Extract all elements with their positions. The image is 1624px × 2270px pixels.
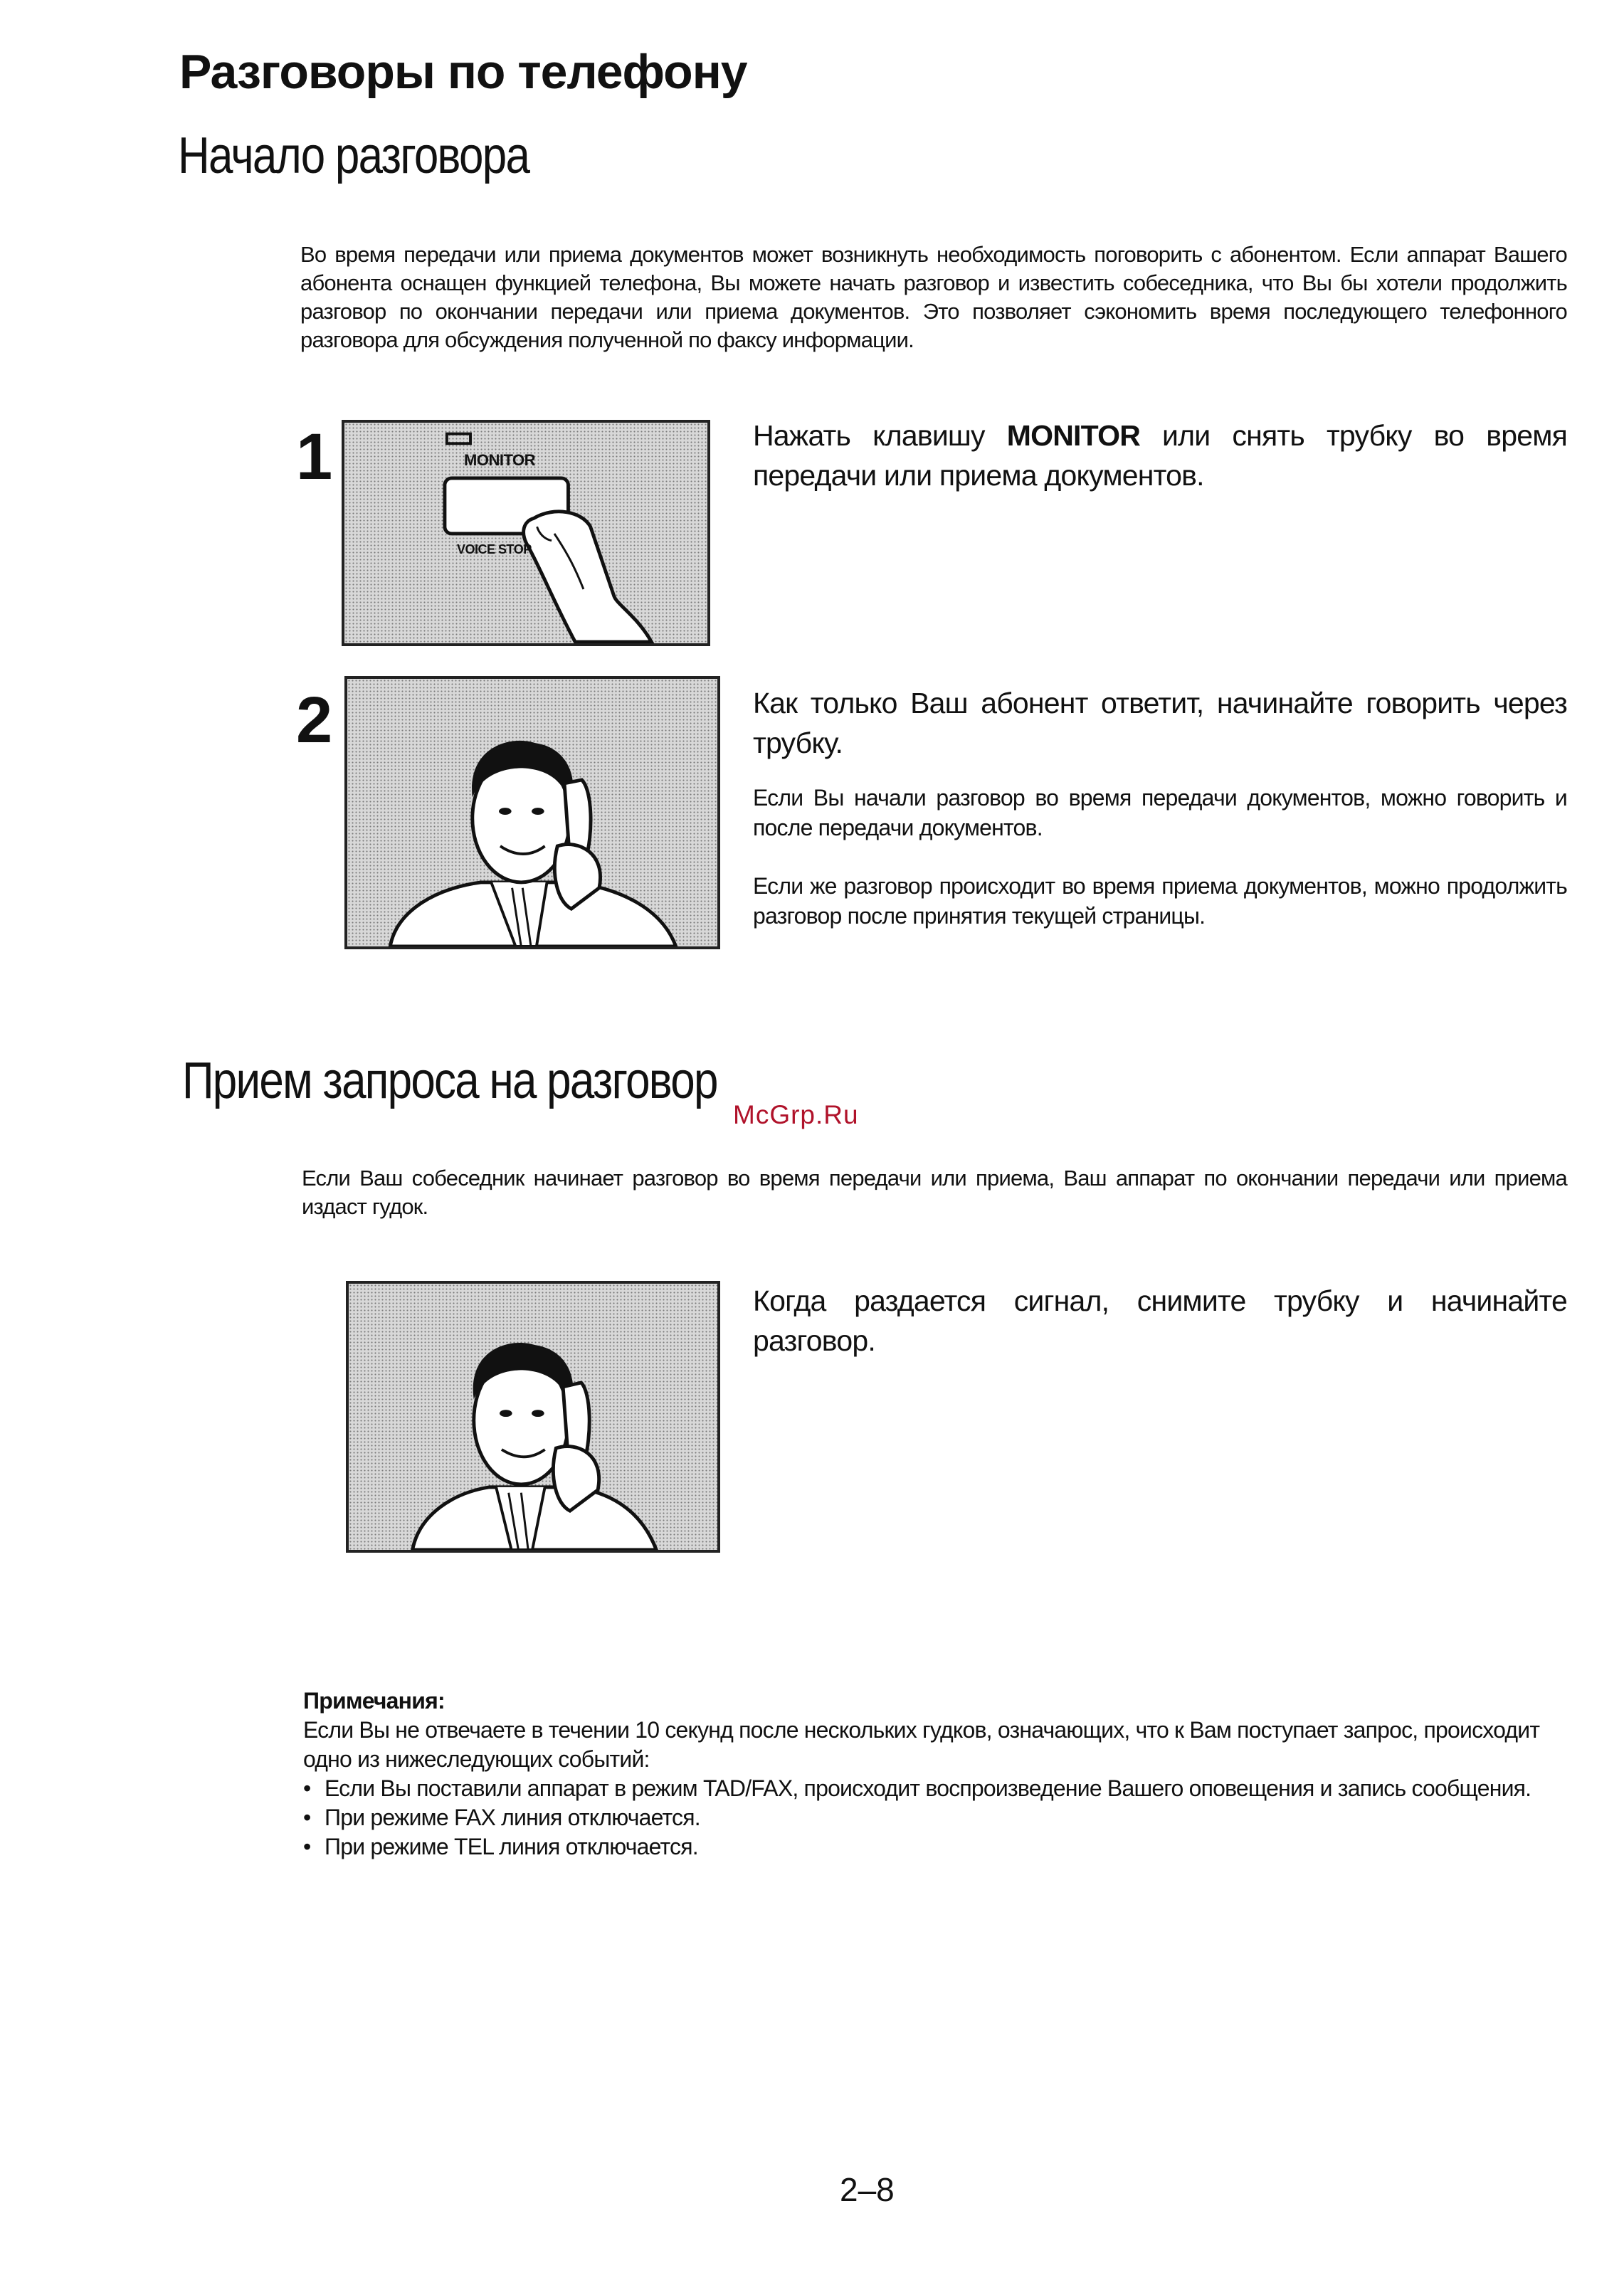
person-talking-phone-icon [349,1284,717,1550]
section-heading-call-request: Прием запроса на разговор [182,1052,717,1109]
section2-instruction: Когда раздается сигнал, снимите трубку и начинайте разговор. [753,1284,1567,1357]
panel-label-monitor: MONITOR [464,451,535,469]
notes-heading: Примечания: [303,1688,445,1714]
step-number-1: 1 [296,421,333,493]
step-number-2: 2 [296,684,333,756]
step2-note-receiving: Если же разговор происходит во время приема документов, можно продолжить разговор после принятия текущей страницы. [753,873,1567,929]
section-heading-start-call: Начало разговора [178,127,529,184]
notes-block [303,1686,1577,1862]
step2-note-sending: Если Вы начали разговор во время передачи документов, можно говорить и после передачи документов. [753,785,1567,840]
step2-instruction: Как только Ваш абонент ответит, начинайте говорить через трубку. [753,687,1567,759]
watermark: McGrp.Ru [733,1100,859,1129]
person-talking-phone-icon [347,679,717,946]
notes-item-tel: • При режиме TEL линия отключается. [303,1832,1577,1862]
step1-text-after: или снять трубку во время передачи или приема документов. [753,419,1567,492]
monitor-key-illustration [342,420,710,646]
panel-label-voice-stop: VOICE STOP [457,542,532,556]
page-number: 2–8 [840,2171,895,2208]
step1-instruction [753,416,1567,495]
page-title: Разговоры по телефону [179,45,747,99]
man-on-phone-illustration-1 [344,676,720,949]
step1-key-name: MONITOR [1006,419,1141,452]
notes-item-tad-fax: • Если Вы поставили аппарат в режим TAD/FAX, происходит воспроизведение Вашего оповещения и запись сообщения. [303,1774,1577,1803]
section2-intro: Если Ваш собеседник начинает разговор во время передачи или приема, Ваш аппарат по окончании передачи или приема издаст гудок. [302,1166,1567,1219]
man-on-phone-illustration-2 [346,1281,720,1553]
notes-item-fax: • При режиме FAX линия отключается. [303,1803,1577,1832]
step1-text-before: Нажать клавишу [753,419,1007,452]
section1-intro: Во время передачи или приема документов может возникнуть необходимость поговорить с абонентом. Если аппарат Вашего абонента оснащен функцией телефона, Вы можете начать разговор и известить собеседника, что Вы бы хотели продолжить разговор по окончании передачи или приема документов. Это позволяет сэкономить время последующего телефонного разговора для обсуждения полученной по факсу информации. [300,242,1567,352]
notes-intro: Если Вы не отвечаете в течении 10 секунд после нескольких гудков, означающих, что к Вам поступает запрос, происходит одно из нижеследующих событий: [303,1717,1540,1772]
